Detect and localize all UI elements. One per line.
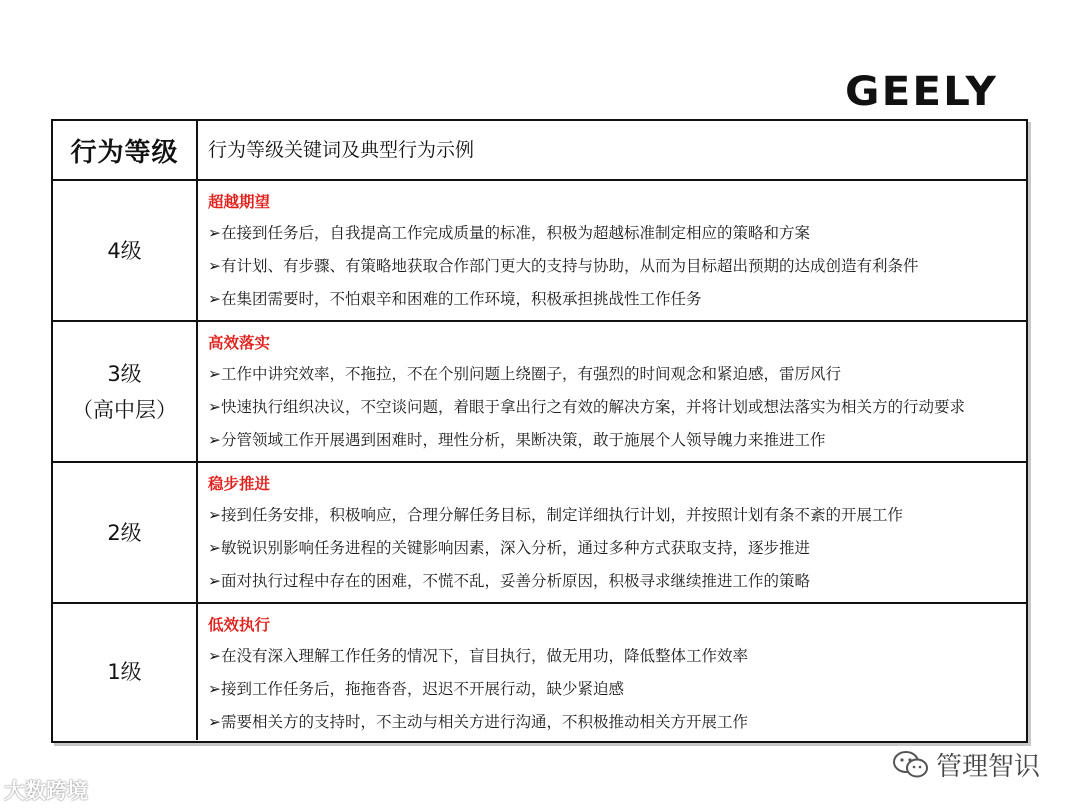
- description-cell: [198, 463, 1026, 602]
- category-title: 稳步推进: [208, 475, 271, 493]
- header-description-label: 行为等级关键词及典型行为示例: [208, 139, 475, 161]
- behavior-item: ➢快速执行组织决议，不空谈问题，着眼于拿出行之有效的解决方案，并将计划或想法落实为相关方的行动要求: [208, 398, 965, 416]
- level-sublabel: （高中层）: [72, 397, 177, 422]
- table-row: [53, 181, 1026, 320]
- behavior-level-table: [51, 119, 1028, 743]
- watermark-right-text: 管理智识: [936, 752, 1041, 782]
- behavior-item: ➢有计划、有步骤、有策略地获取合作部门更大的支持与协助，从而为目标超出预期的达成创造有利条件: [208, 257, 919, 275]
- watermark-left: 大数跨境: [4, 779, 88, 803]
- behavior-item: ➢接到工作任务后，拖拖沓沓，迟迟不开展行动，缺少紧迫感: [208, 680, 624, 698]
- category-title: 超越期望: [208, 193, 271, 211]
- level-cell: [53, 322, 198, 461]
- behavior-item: ➢面对执行过程中存在的困难，不慌不乱，妥善分析原因，积极寻求继续推进工作的策略: [208, 572, 810, 590]
- description-cell: [198, 322, 1026, 461]
- watermark-right: [892, 746, 1040, 783]
- wechat-icon: [892, 750, 930, 780]
- behavior-item: ➢敏锐识别影响任务进程的关键影响因素，深入分析，通过多种方式获取支持，逐步推进: [208, 539, 810, 557]
- level-label: 4级: [107, 238, 142, 263]
- header-cell-level: [53, 121, 198, 179]
- behavior-item: ➢工作中讲究效率，不拖拉，不在个别问题上绕圈子，有强烈的时间观念和紧迫感，雷厉风行: [208, 365, 841, 383]
- level-label: 3级: [107, 361, 142, 386]
- header-level-label: 行为等级: [70, 137, 179, 168]
- table-row: [53, 604, 1026, 740]
- level-label: 1级: [107, 660, 142, 684]
- table-row: [53, 463, 1026, 602]
- behavior-item: ➢在没有深入理解工作任务的情况下，盲目执行，做无用功，降低整体工作效率: [208, 647, 748, 665]
- geely-logo: GEELY: [845, 69, 998, 115]
- header-cell-description: [198, 121, 1026, 179]
- behavior-item: ➢在集团需要时，不怕艰辛和困难的工作环境，积极承担挑战性工作任务: [208, 290, 702, 308]
- level-cell: [53, 463, 198, 602]
- table-header-row: [53, 121, 1026, 179]
- level-cell: [53, 181, 198, 320]
- category-title: 高效落实: [208, 334, 271, 352]
- category-title: 低效执行: [208, 616, 271, 634]
- description-cell: [198, 604, 1026, 740]
- behavior-item: ➢接到任务安排，积极响应，合理分解任务目标，制定详细执行计划，并按照计划有条不紊的开展工作: [208, 506, 903, 524]
- description-cell: [198, 181, 1026, 320]
- behavior-item: ➢需要相关方的支持时，不主动与相关方进行沟通，不积极推动相关方开展工作: [208, 713, 748, 731]
- table-row: [53, 322, 1026, 461]
- behavior-item: ➢分管领域工作开展遇到困难时，理性分析，果断决策，敢于施展个人领导魄力来推进工作: [208, 431, 826, 449]
- behavior-item: ➢在接到任务后，自我提高工作完成质量的标准，积极为超越标准制定相应的策略和方案: [208, 224, 810, 242]
- level-cell: [53, 604, 198, 740]
- level-label: 2级: [107, 520, 142, 545]
